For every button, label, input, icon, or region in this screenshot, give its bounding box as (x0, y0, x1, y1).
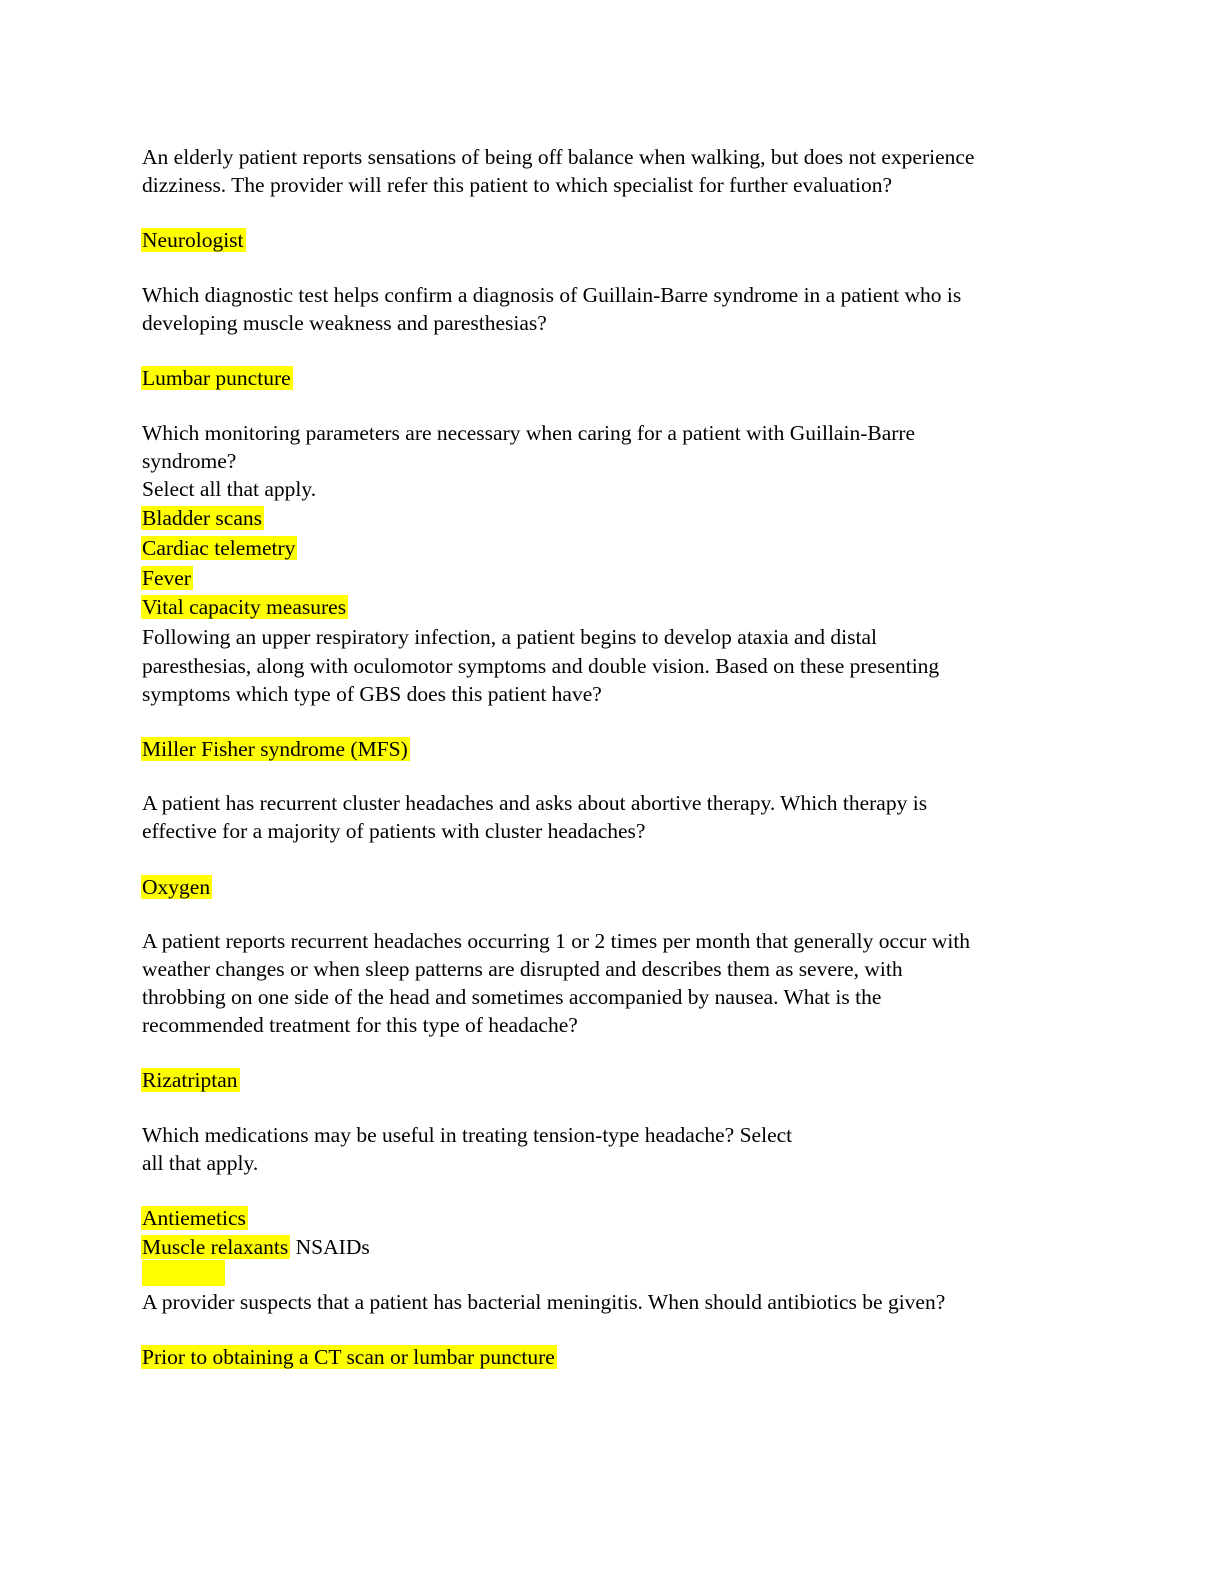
answer-3-option-2: Cardiac telemetry (142, 536, 296, 560)
answer-1-line (142, 226, 246, 254)
answer-6-line (142, 1066, 240, 1094)
question-3-line-3: Select all that apply. (142, 477, 317, 501)
answer-7-option-2-line (142, 1233, 370, 1261)
answer-5-line (142, 873, 212, 901)
answer-4: Miller Fisher syndrome (MFS) (142, 737, 408, 761)
question-1-line-2: dizziness. The provider will refer this patient to which specialist for further evaluation? (142, 173, 893, 197)
question-4-line-3: symptoms which type of GBS does this patient have? (142, 682, 602, 706)
question-6-line-3: throbbing on one side of the head and sometimes accompanied by nausea. What is the (142, 985, 882, 1009)
question-6-line-2: weather changes or when sleep patterns are disrupted and describes them as severe, with (142, 957, 903, 981)
answer-7-option-1: Antiemetics (142, 1206, 246, 1230)
question-5-line-1: A patient has recurrent cluster headaches and asks about abortive therapy. Which therapy is (142, 791, 928, 815)
question-4-line-2: paresthesias, along with oculomotor symptoms and double vision. Based on these presenting (142, 654, 940, 678)
answer-2: Lumbar puncture (142, 366, 291, 390)
question-6-line-1: A patient reports recurrent headaches occurring 1 or 2 times per month that generally occur with (142, 929, 971, 953)
question-5-line-2: effective for a majority of patients with cluster headaches? (142, 819, 646, 843)
empty-highlight (142, 1260, 225, 1286)
answer-8-line (142, 1343, 557, 1371)
answer-3-option-2-line (142, 534, 297, 562)
question-6-line-4: recommended treatment for this type of headache? (142, 1013, 578, 1037)
question-4-line-1: Following an upper respiratory infection, a patient begins to develop ataxia and distal (142, 625, 877, 649)
question-2-line-2: developing muscle weakness and paresthesias? (142, 311, 547, 335)
answer-7-option-1-line (142, 1204, 248, 1232)
answer-3-option-4-line (142, 593, 348, 621)
answer-1: Neurologist (142, 228, 244, 252)
question-1-line-1: An elderly patient reports sensations of being off balance when walking, but does not experience (142, 145, 975, 169)
answer-3-option-1: Bladder scans (142, 506, 263, 530)
answer-3-option-1-line (142, 504, 264, 532)
answer-2-line (142, 364, 293, 392)
question-3-line-1: Which monitoring parameters are necessary when caring for a patient with Guillain-Barre (142, 421, 916, 445)
answer-7-trailing-text: NSAIDs (295, 1235, 370, 1259)
question-3-line-2: syndrome? (142, 449, 237, 473)
question-8-line-1: A provider suspects that a patient has bacterial meningitis. When should antibiotics be given? (142, 1290, 946, 1314)
answer-5: Oxygen (142, 875, 211, 899)
answer-3-option-3: Fever (142, 566, 191, 590)
question-7-line-2: all that apply. (142, 1151, 259, 1175)
answer-8: Prior to obtaining a CT scan or lumbar puncture (142, 1345, 555, 1369)
answer-7-option-2: Muscle relaxants (142, 1235, 289, 1259)
answer-3-option-3-line (142, 564, 193, 592)
answer-4-line (142, 735, 410, 763)
question-2-line-1: Which diagnostic test helps confirm a diagnosis of Guillain-Barre syndrome in a patient who is (142, 283, 962, 307)
answer-3-option-4: Vital capacity measures (142, 595, 347, 619)
answer-6: Rizatriptan (142, 1068, 238, 1092)
question-7-line-1: Which medications may be useful in treating tension-type headache? Select (142, 1123, 793, 1147)
